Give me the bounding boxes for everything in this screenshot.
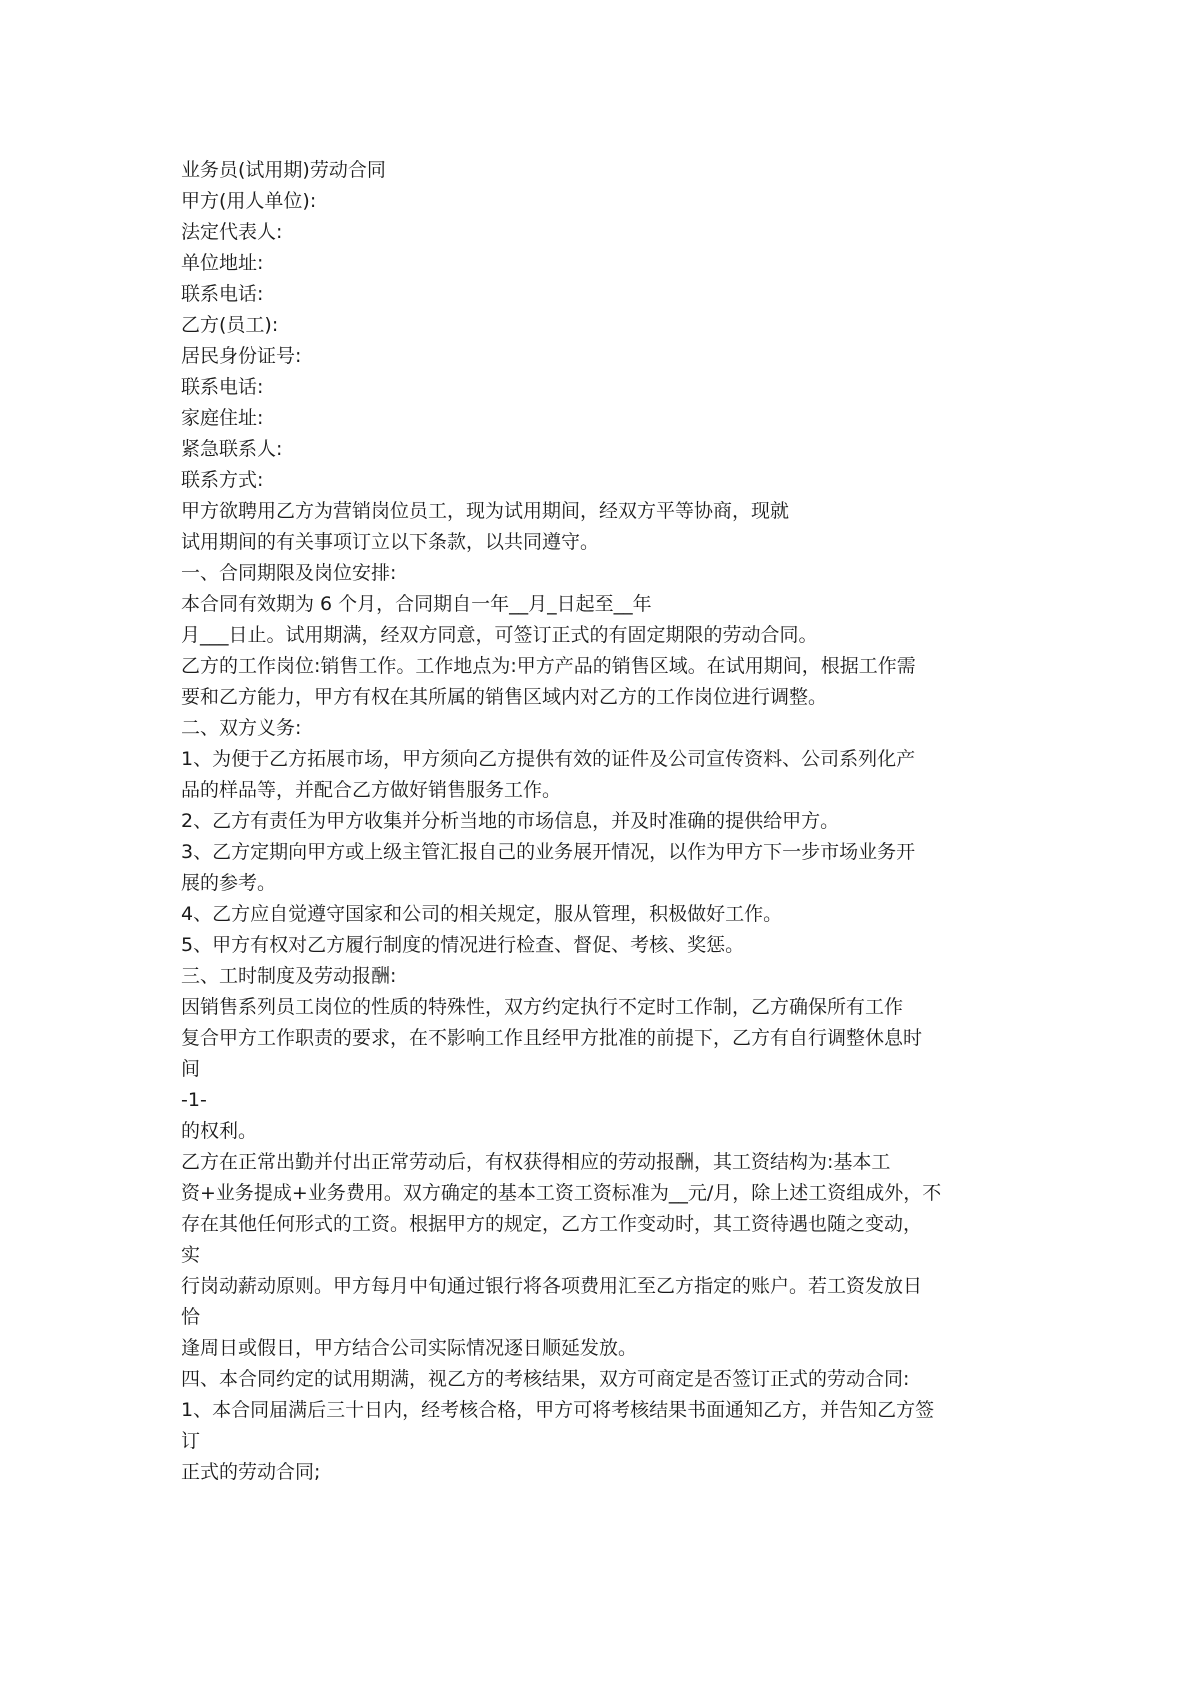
text-line: 订 [181, 1430, 201, 1452]
text-line: 展的参考。 [181, 872, 277, 894]
text-line: 家庭住址: [181, 407, 264, 429]
text-line: 3、乙方定期向甲方或上级主管汇报自己的业务展开情况，以作为甲方下一步市场业务开 [181, 841, 916, 863]
text-line: 法定代表人: [181, 221, 283, 243]
text-line: 逢周日或假日，甲方结合公司实际情况逐日顺延发放。 [181, 1337, 638, 1359]
text-line: 甲方(用人单位): [181, 190, 317, 212]
text-line: 间 [181, 1058, 201, 1080]
text-line: 甲方欲聘用乙方为营销岗位员工，现为试用期间，经双方平等协商，现就 [181, 500, 790, 522]
text-line: 一、合同期限及岗位安排: [181, 562, 397, 584]
text-line: 本合同有效期为 6 个月，合同期自一年__月_日起至__年 [181, 593, 652, 615]
text-line: 联系电话: [181, 376, 264, 398]
text-line: 品的样品等，并配合乙方做好销售服务工作。 [181, 779, 562, 801]
text-line: 行岗动薪动原则。甲方每月中旬通过银行将各项费用汇至乙方指定的账户。若工资发放日 [181, 1275, 923, 1297]
text-line: 四、本合同约定的试用期满，视乙方的考核结果，双方可商定是否签订正式的劳动合同: [181, 1368, 910, 1390]
text-line: 紧急联系人: [181, 438, 283, 460]
text-line: 乙方在正常出勤并付出正常劳动后，有权获得相应的劳动报酬，其工资结构为:基本工 [181, 1151, 891, 1173]
text-line: 居民身份证号: [181, 345, 302, 367]
text-line: 单位地址: [181, 252, 264, 274]
text-line: 月___日止。试用期满，经双方同意，可签订正式的有固定期限的劳动合同。 [181, 624, 818, 646]
document-title: 业务员(试用期)劳动合同 [181, 159, 386, 181]
text-line: 的权利。 [181, 1120, 258, 1142]
text-line: 资+业务提成+业务费用。双方确定的基本工资工资标准为__元/月，除上述工资组成外，不 [181, 1182, 942, 1204]
text-line: 二、双方义务: [181, 717, 302, 739]
text-line: 乙方(员工): [181, 314, 279, 336]
text-line: 复合甲方工作职责的要求，在不影响工作且经甲方批准的前提下，乙方有自行调整休息时 [181, 1027, 923, 1049]
text-line: 联系电话: [181, 283, 264, 305]
text-line: 恰 [181, 1306, 201, 1328]
text-line: 试用期间的有关事项订立以下条款，以共同遵守。 [181, 531, 600, 553]
document-body [181, 155, 1021, 1488]
text-line: 存在其他任何形式的工资。根据甲方的规定，乙方工作变动时，其工资待遇也随之变动， [181, 1213, 923, 1235]
text-line: 三、工时制度及劳动报酬: [181, 965, 397, 987]
text-line: 正式的劳动合同; [181, 1461, 321, 1483]
text-line: 要和乙方能力，甲方有权在其所属的销售区域内对乙方的工作岗位进行调整。 [181, 686, 828, 708]
text-line: 联系方式: [181, 469, 264, 491]
text-line: 5、甲方有权对乙方履行制度的情况进行检查、督促、考核、奖惩。 [181, 934, 745, 956]
text-line: 1、本合同届满后三十日内，经考核合格，甲方可将考核结果书面通知乙方，并告知乙方签 [181, 1399, 935, 1421]
text-line: 实 [181, 1244, 201, 1266]
text-line: 乙方的工作岗位:销售工作。工作地点为:甲方产品的销售区域。在试用期间，根据工作需 [181, 655, 916, 677]
text-line: -1- [181, 1089, 207, 1111]
text-line: 1、为便于乙方拓展市场，甲方须向乙方提供有效的证件及公司宣传资料、公司系列化产 [181, 748, 916, 770]
text-line: 4、乙方应自觉遵守国家和公司的相关规定，服从管理，积极做好工作。 [181, 903, 783, 925]
text-line: 因销售系列员工岗位的性质的特殊性，双方约定执行不定时工作制，乙方确保所有工作 [181, 996, 904, 1018]
text-line: 2、乙方有责任为甲方收集并分析当地的市场信息，并及时准确的提供给甲方。 [181, 810, 840, 832]
